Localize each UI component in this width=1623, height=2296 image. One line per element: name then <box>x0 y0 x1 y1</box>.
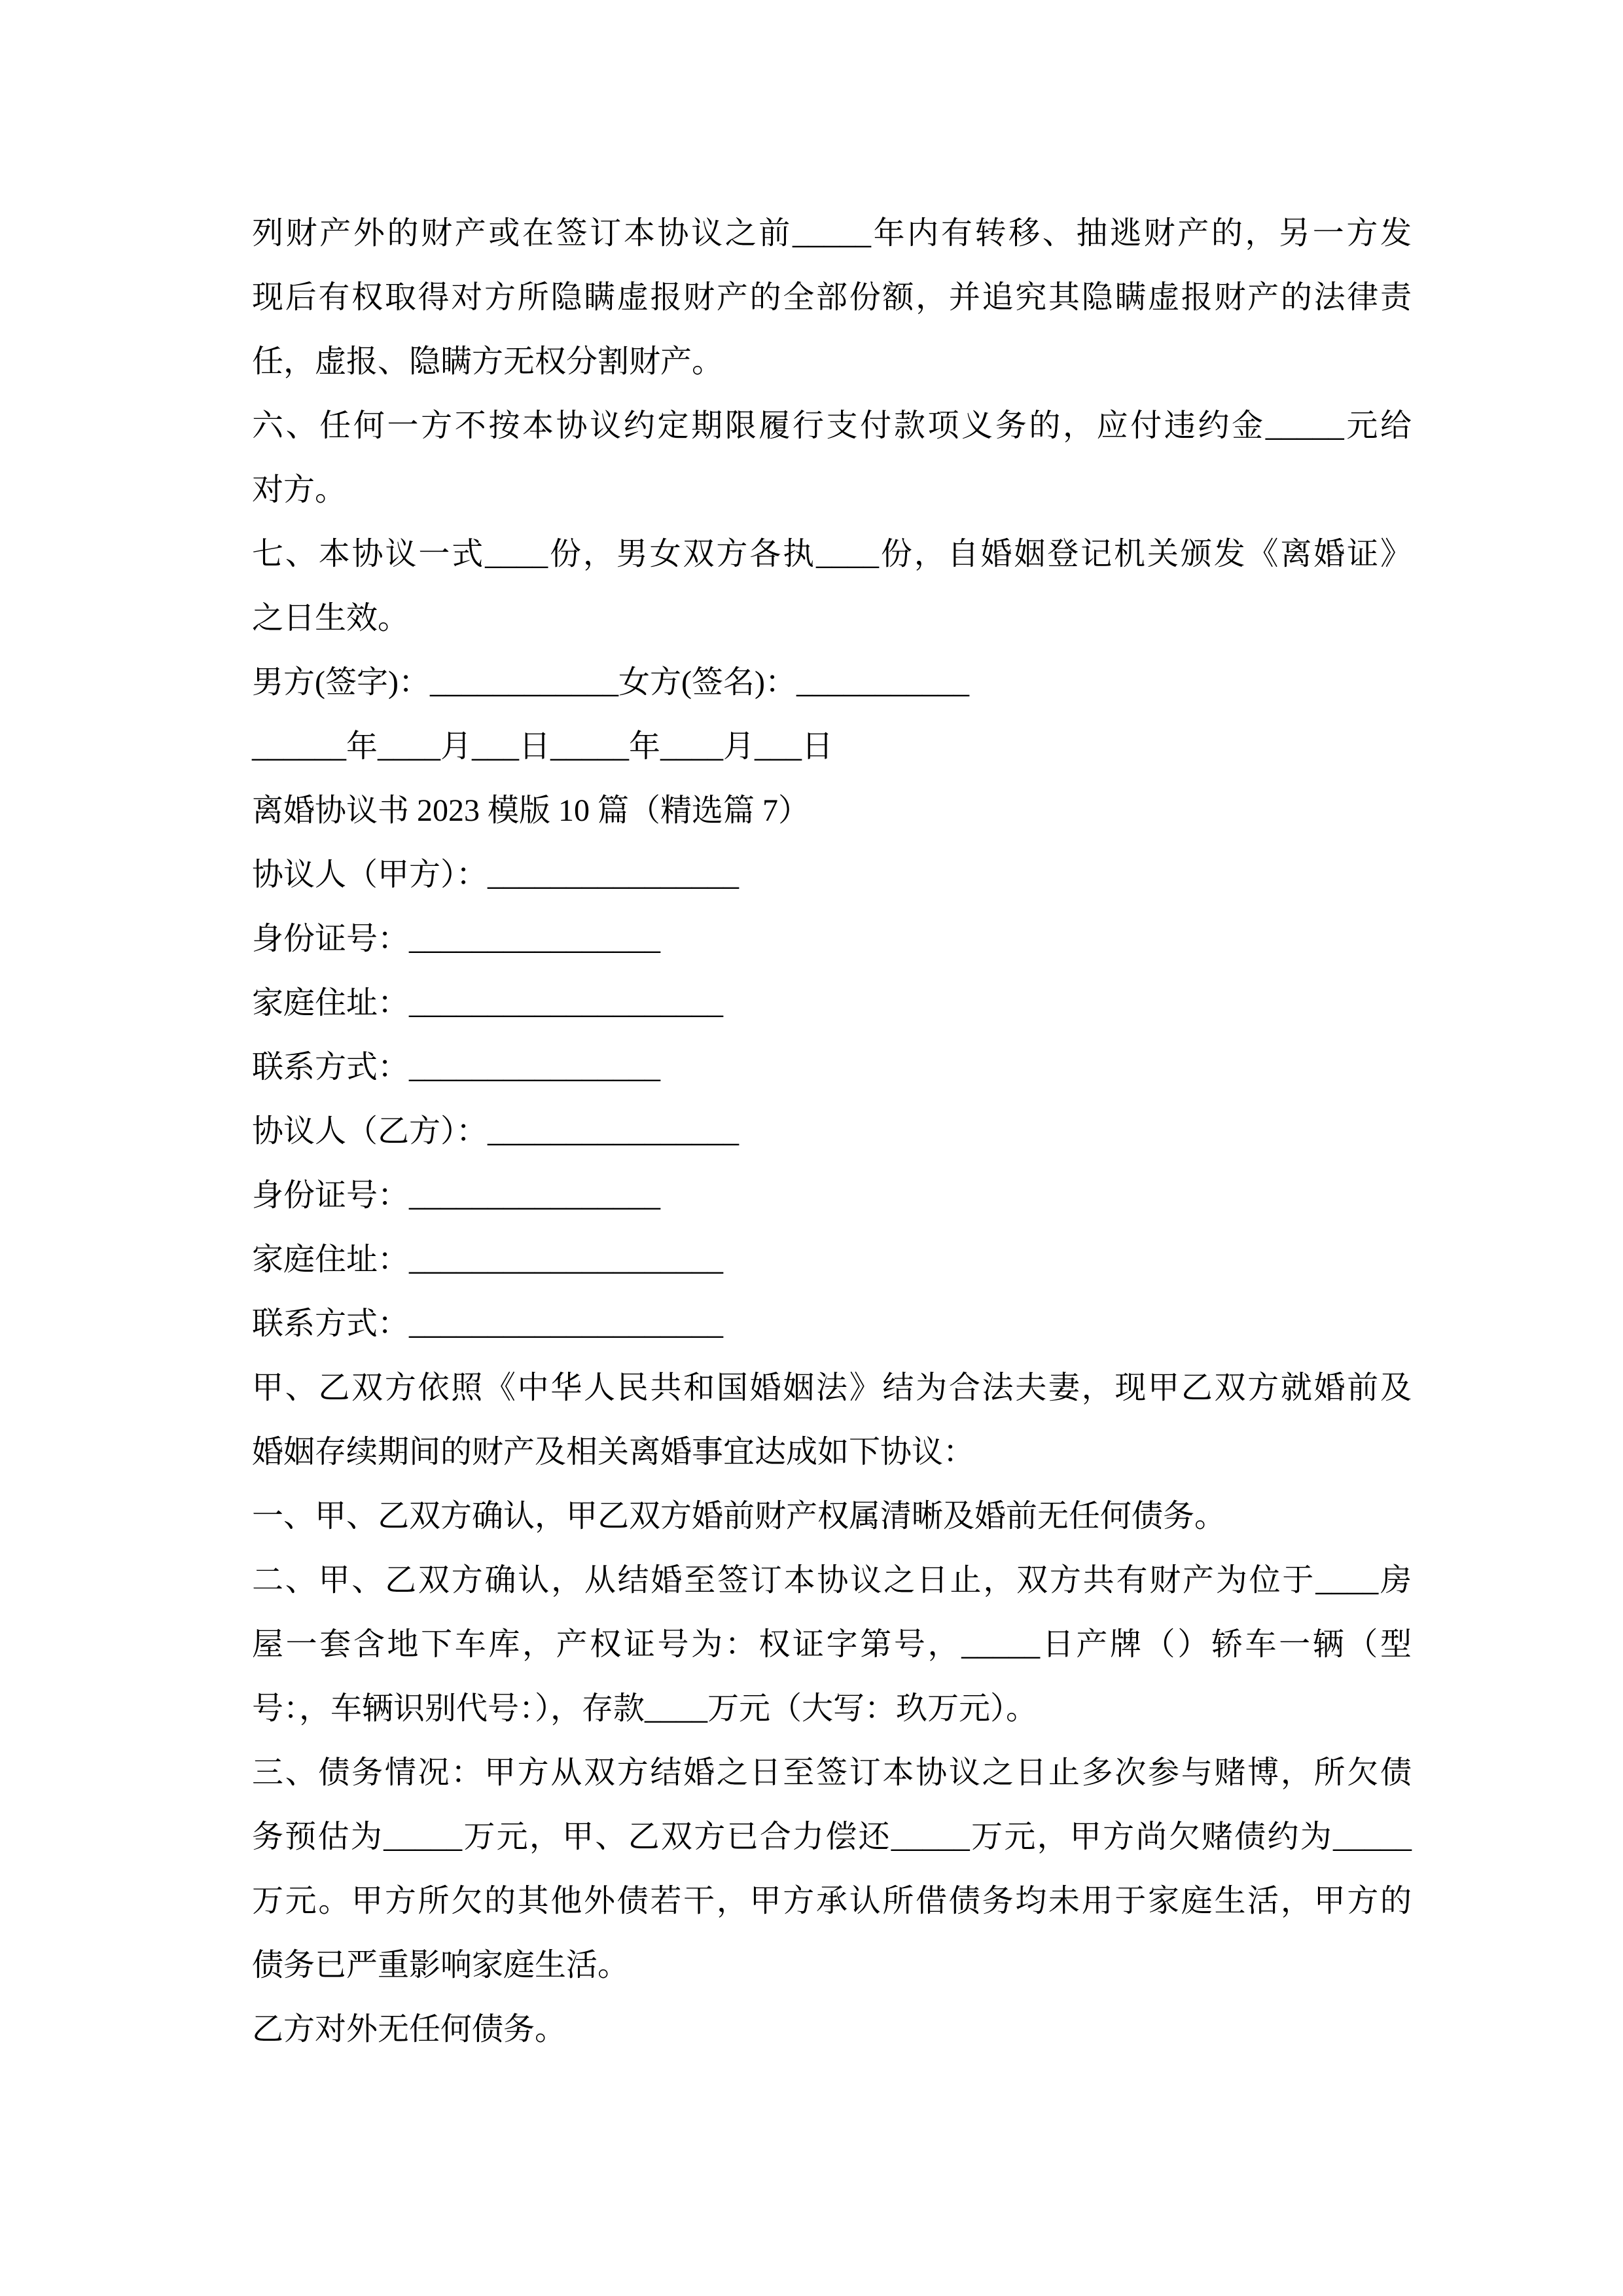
document-line: 对方。 <box>252 473 347 507</box>
contact-line: 联系方式：________________ <box>252 1050 661 1085</box>
contact-line: 联系方式：____________________ <box>252 1306 724 1341</box>
document-line: 务预估为_____万元，甲、乙双方已合力偿还_____万元，甲方尚欠赌债约为_____ <box>252 1820 1412 1854</box>
id-number-line: 身份证号：________________ <box>252 922 661 956</box>
document-line: 任，虚报、隐瞒方无权分割财产。 <box>252 344 724 379</box>
document-line: 屋一套含地下车库，产权证号为：权证字第号，_____日产牌（）轿车一辆（型 <box>252 1627 1412 1662</box>
document-line: 甲、乙双方依照《中华人民共和国婚姻法》结为合法夫妻，现甲乙双方就婚前及 <box>252 1371 1412 1405</box>
document-line: 乙方对外无任何债务。 <box>252 2012 567 2047</box>
document-line: 号：，车辆识别代号：），存款____万元（大写：玖万元）。 <box>252 1691 1038 1726</box>
document-line: 六、任何一方不按本协议约定期限履行支付款项义务的，应付违约金_____元给 <box>252 408 1412 443</box>
document-body <box>252 202 1412 2062</box>
party-a-line: 协议人（甲方）：________________ <box>252 857 740 892</box>
document-line: 七、本协议一式____份，男女双方各执____份，自婚姻登记机关颁发《离婚证》 <box>252 537 1412 571</box>
date-line: ______年____月___日_____年____月___日 <box>252 729 834 764</box>
document-line: 二、甲、乙双方确认，从结婚至签订本协议之日止，双方共有财产为位于____房 <box>252 1563 1412 1598</box>
document-line: 列财产外的财产或在签订本协议之前_____年内有转移、抽逃财产的，另一方发 <box>252 216 1412 251</box>
signature-line: 男方(签字)：____________女方(签名)：___________ <box>252 665 969 700</box>
id-number-line: 身份证号：________________ <box>252 1178 661 1213</box>
document-line: 现后有权取得对方所隐瞒虚报财产的全部份额，并追究其隐瞒虚报财产的法律责 <box>252 280 1412 315</box>
document-heading: 离婚协议书 2023 模版 10 篇（精选篇 7） <box>252 793 810 828</box>
party-b-line: 协议人（乙方）：________________ <box>252 1114 740 1149</box>
document-line: 之日生效。 <box>252 601 410 636</box>
document-line: 婚姻存续期间的财产及相关离婚事宜达成如下协议： <box>252 1435 975 1469</box>
home-address-line: 家庭住址：____________________ <box>252 986 724 1020</box>
document-line: 一、甲、乙双方确认，甲乙双方婚前财产权属清晰及婚前无任何债务。 <box>252 1499 1226 1534</box>
home-address-line: 家庭住址：____________________ <box>252 1242 724 1277</box>
document-line: 债务已严重影响家庭生活。 <box>252 1948 630 1982</box>
document-line: 三、债务情况：甲方从双方结婚之日至签订本协议之日止多次参与赌博，所欠债 <box>252 1755 1412 1790</box>
document-line: 万元。甲方所欠的其他外债若干，甲方承认所借债务均未用于家庭生活，甲方的 <box>252 1884 1412 1918</box>
